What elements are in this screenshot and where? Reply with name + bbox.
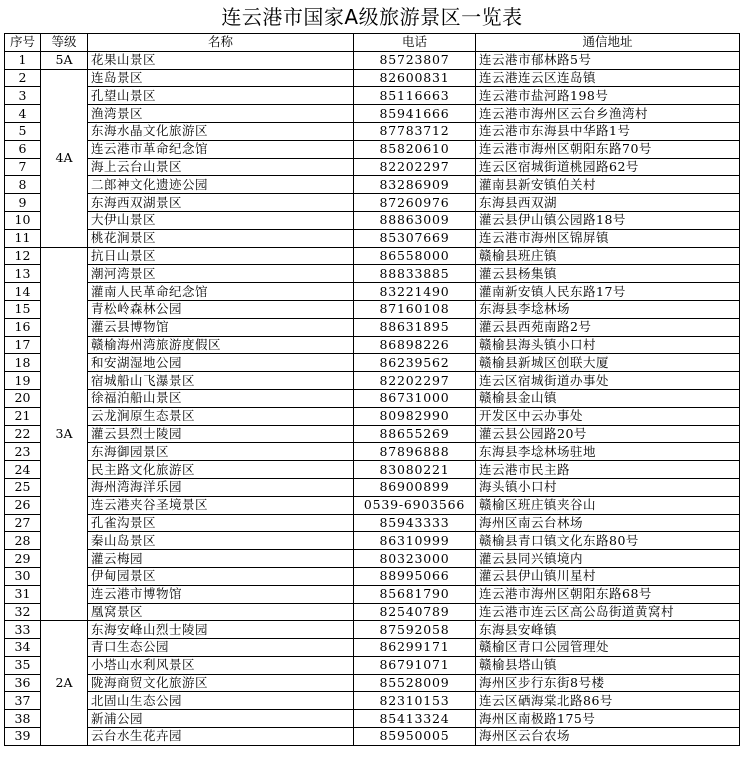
mailing-address: 连云港市海州区朝阳东路70号: [476, 140, 740, 158]
phone-number: 87160108: [354, 300, 476, 318]
table-row: [5, 478, 740, 496]
mailing-address: 赣榆县海头镇小口村: [476, 336, 740, 354]
mailing-address: 灌云县公园路20号: [476, 425, 740, 443]
mailing-address: 东海县李埝林场驻地: [476, 443, 740, 461]
grade-cell: 3A: [41, 247, 88, 621]
phone-number: 88655269: [354, 425, 476, 443]
row-index: 24: [5, 461, 41, 479]
row-index: 36: [5, 674, 41, 692]
scenic-name: 连云港市革命纪念馆: [88, 140, 354, 158]
mailing-address: 东海县西双湖: [476, 194, 740, 212]
table-row: [5, 122, 740, 140]
row-index: 9: [5, 194, 41, 212]
scenic-name: 东海御园景区: [88, 443, 354, 461]
row-index: 31: [5, 585, 41, 603]
scenic-name: 渔湾景区: [88, 105, 354, 123]
row-index: 2: [5, 69, 41, 87]
phone-number: 85681790: [354, 585, 476, 603]
scenic-name: 北固山生态公园: [88, 692, 354, 710]
phone-number: 87896888: [354, 443, 476, 461]
scenic-name: 桃花涧景区: [88, 229, 354, 247]
mailing-address: 灌南新安镇人民东路17号: [476, 283, 740, 301]
scenic-name: 赣榆海州湾旅游度假区: [88, 336, 354, 354]
header-phone: 电话: [354, 34, 476, 52]
page-title: 连云港市国家A级旅游景区一览表: [221, 5, 523, 29]
table-row: [5, 176, 740, 194]
mailing-address: 东海县李埝林场: [476, 300, 740, 318]
row-index: 6: [5, 140, 41, 158]
mailing-address: 连云区硒海棠北路86号: [476, 692, 740, 710]
row-index: 33: [5, 621, 41, 639]
row-index: 28: [5, 532, 41, 550]
scenic-name: 新浦公园: [88, 710, 354, 728]
mailing-address: 连云港市民主路: [476, 461, 740, 479]
table-row: [5, 656, 740, 674]
table-row: [5, 585, 740, 603]
phone-number: 82202297: [354, 158, 476, 176]
scenic-name: 东海安峰山烈士陵园: [88, 621, 354, 639]
phone-number: 82310153: [354, 692, 476, 710]
mailing-address: 连云港连云区连岛镇: [476, 69, 740, 87]
table-row: [5, 265, 740, 283]
table-header-row: [5, 34, 740, 52]
row-index: 26: [5, 496, 41, 514]
phone-number: 82540789: [354, 603, 476, 621]
scenic-name: 和安湖湿地公园: [88, 354, 354, 372]
row-index: 32: [5, 603, 41, 621]
scenic-name: 连云港市博物馆: [88, 585, 354, 603]
scenic-name: 灌云县博物馆: [88, 318, 354, 336]
row-index: 22: [5, 425, 41, 443]
phone-number: 0539-6903566: [354, 496, 476, 514]
row-index: 38: [5, 710, 41, 728]
scenic-name: 海州湾海洋乐园: [88, 478, 354, 496]
phone-number: 87592058: [354, 621, 476, 639]
grade-cell: 5A: [41, 51, 88, 69]
mailing-address: 海州区步行东街8号楼: [476, 674, 740, 692]
mailing-address: 赣榆区青口公园管理处: [476, 639, 740, 657]
mailing-address: 连云港市连云区高公岛街道黄窝村: [476, 603, 740, 621]
scenic-name: 二郎神文化遗迹公园: [88, 176, 354, 194]
row-index: 14: [5, 283, 41, 301]
scenic-name: 花果山景区: [88, 51, 354, 69]
scenic-area-table: [4, 33, 740, 746]
mailing-address: 赣榆县新城区创联大厦: [476, 354, 740, 372]
row-index: 25: [5, 478, 41, 496]
phone-number: 85943333: [354, 514, 476, 532]
header-name: 名称: [88, 34, 354, 52]
scenic-name: 宿城船山飞瀑景区: [88, 372, 354, 390]
table-row: [5, 69, 740, 87]
row-index: 15: [5, 300, 41, 318]
row-index: 18: [5, 354, 41, 372]
phone-number: 82202297: [354, 372, 476, 390]
mailing-address: 海州区南极路175号: [476, 710, 740, 728]
mailing-address: 连云港市东海县中华路1号: [476, 122, 740, 140]
phone-number: 83286909: [354, 176, 476, 194]
scenic-name: 小塔山水利风景区: [88, 656, 354, 674]
table-row: [5, 674, 740, 692]
table-body: [5, 51, 740, 745]
scenic-name: 徐福泊船山景区: [88, 389, 354, 407]
mailing-address: 海州区南云台林场: [476, 514, 740, 532]
scenic-name: 连岛景区: [88, 69, 354, 87]
scenic-name: 海上云台山景区: [88, 158, 354, 176]
table-row: [5, 389, 740, 407]
mailing-address: 赣榆县金山镇: [476, 389, 740, 407]
mailing-address: 灌云县西苑南路2号: [476, 318, 740, 336]
table-row: [5, 51, 740, 69]
mailing-address: 灌云县伊山镇川星村: [476, 567, 740, 585]
scenic-name: 灌南人民革命纪念馆: [88, 283, 354, 301]
table-row: [5, 514, 740, 532]
mailing-address: 连云港市盐河路198号: [476, 87, 740, 105]
row-index: 10: [5, 211, 41, 229]
table-row: [5, 247, 740, 265]
phone-number: 83221490: [354, 283, 476, 301]
scenic-name: 大伊山景区: [88, 211, 354, 229]
mailing-address: 海头镇小口村: [476, 478, 740, 496]
mailing-address: 赣榆县班庄镇: [476, 247, 740, 265]
table-row: [5, 532, 740, 550]
table-row: [5, 496, 740, 514]
table-row: [5, 211, 740, 229]
scenic-name: 青口生态公园: [88, 639, 354, 657]
table-row: [5, 194, 740, 212]
row-index: 12: [5, 247, 41, 265]
mailing-address: 东海县安峰镇: [476, 621, 740, 639]
table-row: [5, 425, 740, 443]
phone-number: 86791071: [354, 656, 476, 674]
mailing-address: 灌南县新安镇伯关村: [476, 176, 740, 194]
phone-number: 85116663: [354, 87, 476, 105]
phone-number: 86900899: [354, 478, 476, 496]
mailing-address: 连云区宿城街道办事处: [476, 372, 740, 390]
row-index: 4: [5, 105, 41, 123]
scenic-name: 伊甸园景区: [88, 567, 354, 585]
mailing-address: 赣榆县青口镇文化东路80号: [476, 532, 740, 550]
phone-number: 88995066: [354, 567, 476, 585]
row-index: 20: [5, 389, 41, 407]
phone-number: 86731000: [354, 389, 476, 407]
scenic-name: 陇海商贸文化旅游区: [88, 674, 354, 692]
row-index: 13: [5, 265, 41, 283]
table-row: [5, 229, 740, 247]
table-row: [5, 603, 740, 621]
scenic-name: 灌云县烈士陵园: [88, 425, 354, 443]
phone-number: 88631895: [354, 318, 476, 336]
row-index: 27: [5, 514, 41, 532]
scenic-name: 抗日山景区: [88, 247, 354, 265]
phone-number: 85950005: [354, 728, 476, 746]
scenic-name: 青松岭森林公园: [88, 300, 354, 318]
table-row: [5, 710, 740, 728]
phone-number: 86558000: [354, 247, 476, 265]
table-row: [5, 336, 740, 354]
header-grade: 等级: [41, 34, 88, 52]
table-row: [5, 354, 740, 372]
grade-cell: 2A: [41, 621, 88, 746]
phone-number: 86898226: [354, 336, 476, 354]
table-row: [5, 105, 740, 123]
table-row: [5, 318, 740, 336]
table-row: [5, 639, 740, 657]
scenic-name: 孔雀沟景区: [88, 514, 354, 532]
row-index: 5: [5, 122, 41, 140]
phone-number: 88863009: [354, 211, 476, 229]
phone-number: 85941666: [354, 105, 476, 123]
table-row: [5, 443, 740, 461]
mailing-address: 连云港市郁林路5号: [476, 51, 740, 69]
phone-number: 83080221: [354, 461, 476, 479]
scenic-name: 灌云梅园: [88, 550, 354, 568]
row-index: 16: [5, 318, 41, 336]
mailing-address: 连云区宿城街道桃园路62号: [476, 158, 740, 176]
row-index: 3: [5, 87, 41, 105]
phone-number: 86239562: [354, 354, 476, 372]
phone-number: 80982990: [354, 407, 476, 425]
table-row: [5, 283, 740, 301]
phone-number: 86310999: [354, 532, 476, 550]
mailing-address: 灌云县杨集镇: [476, 265, 740, 283]
row-index: 19: [5, 372, 41, 390]
mailing-address: 连云港市海州区朝阳东路68号: [476, 585, 740, 603]
scenic-name: 连云港夹谷圣境景区: [88, 496, 354, 514]
table-row: [5, 728, 740, 746]
row-index: 21: [5, 407, 41, 425]
row-index: 30: [5, 567, 41, 585]
table-row: [5, 300, 740, 318]
mailing-address: 开发区中云办事处: [476, 407, 740, 425]
header-address: 通信地址: [476, 34, 740, 52]
row-index: 34: [5, 639, 41, 657]
scenic-name: 孔望山景区: [88, 87, 354, 105]
row-index: 11: [5, 229, 41, 247]
table-row: [5, 621, 740, 639]
scenic-name: 云台水生花卉园: [88, 728, 354, 746]
grade-cell: 4A: [41, 69, 88, 247]
phone-number: 85820610: [354, 140, 476, 158]
table-row: [5, 550, 740, 568]
scenic-name: 东海水晶文化旅游区: [88, 122, 354, 140]
row-index: 37: [5, 692, 41, 710]
table-row: [5, 158, 740, 176]
scenic-name: 秦山岛景区: [88, 532, 354, 550]
scenic-name: 东海西双湖景区: [88, 194, 354, 212]
phone-number: 88833885: [354, 265, 476, 283]
table-row: [5, 567, 740, 585]
mailing-address: 赣榆区班庄镇夹谷山: [476, 496, 740, 514]
table-row: [5, 461, 740, 479]
phone-number: 82600831: [354, 69, 476, 87]
table-row: [5, 372, 740, 390]
scenic-name: 云龙涧原生态景区: [88, 407, 354, 425]
row-index: 7: [5, 158, 41, 176]
mailing-address: 连云港市海州区云台乡渔湾村: [476, 105, 740, 123]
row-index: 1: [5, 51, 41, 69]
scenic-name: 潮河湾景区: [88, 265, 354, 283]
phone-number: 87783712: [354, 122, 476, 140]
phone-number: 85413324: [354, 710, 476, 728]
mailing-address: 赣榆县塔山镇: [476, 656, 740, 674]
phone-number: 85307669: [354, 229, 476, 247]
table-row: [5, 140, 740, 158]
mailing-address: 连云港市海州区锦屏镇: [476, 229, 740, 247]
row-index: 17: [5, 336, 41, 354]
table-row: [5, 407, 740, 425]
row-index: 8: [5, 176, 41, 194]
header-index: 序号: [5, 34, 41, 52]
phone-number: 86299171: [354, 639, 476, 657]
row-index: 35: [5, 656, 41, 674]
mailing-address: 灌云县伊山镇公园路18号: [476, 211, 740, 229]
row-index: 29: [5, 550, 41, 568]
scenic-name: 民主路文化旅游区: [88, 461, 354, 479]
table-row: [5, 87, 740, 105]
table-row: [5, 692, 740, 710]
mailing-address: 灌云县同兴镇境内: [476, 550, 740, 568]
mailing-address: 海州区云台农场: [476, 728, 740, 746]
scenic-name: 凰窝景区: [88, 603, 354, 621]
row-index: 23: [5, 443, 41, 461]
row-index: 39: [5, 728, 41, 746]
phone-number: 85723807: [354, 51, 476, 69]
phone-number: 85528009: [354, 674, 476, 692]
phone-number: 80323000: [354, 550, 476, 568]
phone-number: 87260976: [354, 194, 476, 212]
